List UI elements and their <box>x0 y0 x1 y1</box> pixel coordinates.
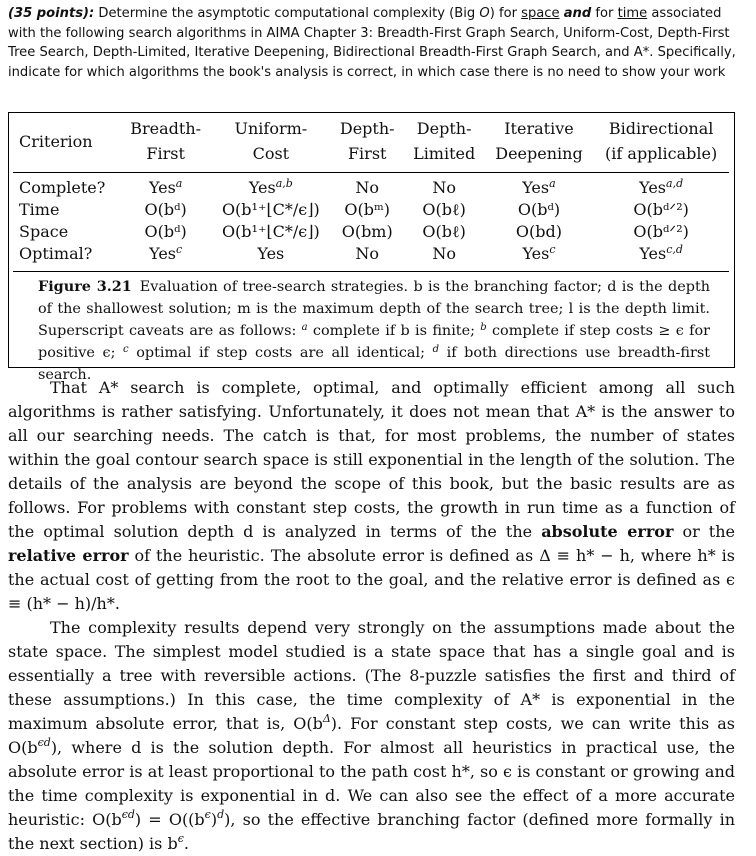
table-cell: No <box>355 178 380 197</box>
question-text-rest: associated with the following search algorithms in AIMA Chapter 3: Breadth-First Graph Search, Uniform-Cost, Depth-First Tree Search, Depth-Limited, Iterative Deepening, Bidirectional Breadth-First Graph Search, and A*. Specifically, indicate for which algorithms the book's analysis is correct, in which case there is no need to show your work <box>8 6 736 80</box>
paragraph-1: That A* search is complete, optimal, and optimally efficient among all such algorithms is rather satisfying. Unfortunately, it does not mean that A* is the answer to all our searching needs. The catch is that, for most problems, the number of states within the goal contour search space is still exponential in the length of the solution. The details of the analysis are beyond the scope of this book, but the basic results are as follows. For problems with constant step costs, the growth in run time as a function of the optimal solution depth d is analyzed in terms of the the absolute error or the relative error of the heuristic. The absolute error is defined as Δ ≡ h* − h, where h* is the actual cost of getting from the root to the goal, and the relative error is defined as ϵ ≡ (h* − h)/h*. <box>8 378 735 613</box>
header-breadth-first-l2: First <box>120 140 210 173</box>
header-uniform-cost-l1: Uniform- <box>234 119 308 138</box>
row-label-optimal: Optimal? <box>13 243 120 272</box>
header-depth-limited-l1: Depth- <box>416 119 472 138</box>
table-cell: O(bᵐ) <box>344 200 391 219</box>
table-row-space <box>13 221 729 243</box>
header-breadth-first-l1: Breadth- <box>130 119 202 138</box>
absolute-error-term: absolute error <box>541 522 674 541</box>
header-depth-first-l1: Depth- <box>339 119 395 138</box>
and-keyword: and <box>563 6 592 21</box>
table-cell: Yes$^c$ <box>485 243 594 272</box>
header-bidirectional-l2: (if applicable) <box>593 140 729 173</box>
time-keyword: time <box>617 6 648 21</box>
table-cell: O(bℓ) <box>422 222 466 241</box>
header-iterative-deepening-l2: Deepening <box>485 140 594 173</box>
table-cell: O(bd) <box>515 222 563 241</box>
table-cell: Yes$^a$ <box>522 177 556 197</box>
complexity-table <box>13 118 729 272</box>
question-points: (35 points): <box>8 6 95 21</box>
row-label-space: Space <box>19 222 69 241</box>
table-cell: O(bᵈ) <box>144 200 187 219</box>
question-text-1: Determine the asymptotic computational complexity (Big <box>94 6 480 21</box>
table-cell: Yes$^c$ <box>120 243 210 272</box>
body-text <box>8 376 735 856</box>
header-depth-first-l2: First <box>331 140 404 173</box>
question-prompt <box>8 4 748 82</box>
big-o-symbol: O <box>479 6 490 21</box>
table-cell: No <box>404 243 485 272</box>
table-cell: O(b¹⁺⌊C*/ϵ⌋) <box>221 222 320 241</box>
paragraph-2: The complexity results depend very strongly on the assumptions made about the state space. The simplest model studied is a state space that has a single goal and is essentially a tree with reversible actions. (The 8-puzzle satisfies the first and third of these assumptions.) In this case, the time complexity of A* is exponential in the maximum absolute error, that is, $O(b^\Delta)$. For constant step costs, we can write this as $O(b^{\epsilon d})$, where d is the solution depth. For almost all heuristics in practical use, the absolute error is at least proportional to the path cost h*, so ϵ is constant or growing and the time complexity is exponential in d. We can also see the effect of a more accurate heuristic: $O(b^{\epsilon d}) = O((b^\epsilon)^d)$, so the effective branching factor (defined more formally in the next section) is $b^\epsilon$. <box>8 618 736 853</box>
header-bidirectional-l1: Bidirectional <box>608 119 714 138</box>
figure-caption: Figure 3.21 Evaluation of tree-search strategies. b is the branching factor; d is the depth of the shallowest solution; m is the maximum depth of the search tree; l is the depth limit. Superscript caveats are as follows: $^a$ complete if b is finite; $^b$ complete if step costs ≥ ϵ for positive ϵ; $^c$ optimal if step costs are all identical; $^d$ if both directions use breadth-first search. <box>38 278 711 383</box>
figure-label: Figure 3.21 <box>38 278 132 295</box>
table-cell: No <box>331 243 404 272</box>
row-label-complete: Complete? <box>19 178 106 197</box>
table-row-optimal <box>13 243 729 272</box>
table-cell: O(b¹⁺⌊C*/ϵ⌋) <box>221 200 320 219</box>
table-cell: Yes$^{a,b}$ <box>248 177 293 197</box>
table-cell: O(bm) <box>341 222 393 241</box>
table-cell: O(bᵈ) <box>517 200 561 219</box>
table-cell: Yes$^{a,d}$ <box>639 177 684 197</box>
table-header-row-1 <box>13 118 729 140</box>
table-cell: Yes$^{c,d}$ <box>593 243 729 272</box>
space-keyword: space <box>521 6 560 21</box>
table-row-complete <box>13 173 729 200</box>
table-row-time <box>13 199 729 221</box>
table-header-row-2 <box>13 140 729 173</box>
header-iterative-deepening-l1: Iterative <box>504 119 574 138</box>
header-uniform-cost-l2: Cost <box>211 140 331 173</box>
question-text-2: ) for <box>489 6 522 21</box>
table-cell: No <box>432 178 456 197</box>
header-criterion: Criterion <box>13 118 120 173</box>
row-label-time: Time <box>19 200 60 219</box>
table-cell: Yes$^a$ <box>148 177 183 197</box>
table-cell: Yes <box>211 243 331 272</box>
table-cell: O(bᵈᐟ²) <box>633 200 689 219</box>
table-cell: O(bᵈ) <box>144 222 187 241</box>
question-for: for <box>591 6 618 21</box>
table-cell: O(bᵈᐟ²) <box>633 222 689 241</box>
relative-error-term: relative error <box>8 546 129 565</box>
table-cell: O(bℓ) <box>422 200 466 219</box>
header-depth-limited-l2: Limited <box>404 140 485 173</box>
